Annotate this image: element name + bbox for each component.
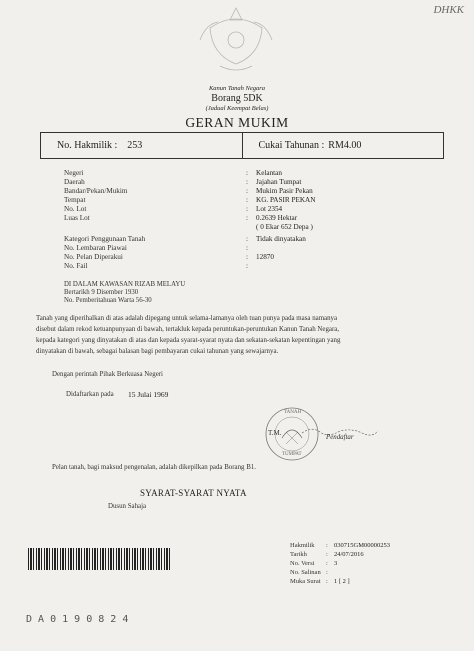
footer-label: Tarikh: [290, 551, 307, 558]
colon: :: [326, 560, 328, 567]
colon: :: [326, 542, 328, 549]
schedule-note: (Jadual Keempat Belas): [205, 105, 269, 112]
detail-label: Bandar/Pekan/Mukim: [64, 187, 128, 195]
registered-date: 15 Julai 1969: [128, 390, 169, 399]
signature-initials: T.M.: [268, 429, 282, 437]
reserve-title: DI DALAM KAWASAN RIZAB MELAYU: [64, 281, 186, 288]
colon: :: [246, 196, 248, 204]
colon: :: [246, 253, 248, 261]
registered-label: Didaftarkan pada: [66, 391, 114, 398]
registrar-title: Pendaftar: [326, 434, 354, 441]
detail-value: Jajahan Tumpat: [256, 178, 302, 186]
hakmilik-value: 253: [127, 140, 143, 151]
hakmilik-label: No. Hakmilik :: [57, 140, 118, 151]
colon: :: [326, 569, 328, 576]
detail-label: Kategori Penggunaan Tanah: [64, 235, 146, 243]
footer-label: Muka Surat: [290, 578, 321, 585]
colon: :: [246, 235, 248, 243]
footer-value: 3: [334, 560, 338, 567]
body-line: dinyatakan di bawah, sebagai balasan bagi pembayaran cukai tahunan yang sewajarnya.: [36, 348, 279, 355]
footer-value: 24/07/2016: [334, 551, 364, 558]
colon: :: [246, 262, 248, 270]
cukai-label: Cukai Tahunan :: [258, 140, 325, 151]
detail-value: Mukim Pasir Pekan: [256, 187, 313, 195]
detail-value: Kelantan: [256, 169, 282, 177]
barcode: [28, 548, 172, 570]
colon: :: [246, 214, 248, 222]
detail-label: No. Lot: [64, 205, 87, 213]
plan-note: Pelan tanah, bagi maksud pengenalan, adalah dikepilkan pada Borang B1.: [52, 464, 256, 471]
colon: :: [246, 187, 248, 195]
body-line: kepada kategori yang dinyatakan di atas dan kepada syarat-syarat nyata dan sekatan-sekatan kepentingan yang: [36, 337, 341, 344]
detail-value: 12870: [256, 253, 274, 261]
footer-value: 030715GM00000253: [334, 542, 390, 549]
body-line: disebut dalam rekod ketuanpunyaan di bawah, tertakluk kepada peruntukan-peruntukan Kanun Tanah Negara,: [36, 326, 340, 333]
act-name: Kanun Tanah Negara: [208, 85, 266, 92]
detail-label: Tempat: [64, 196, 86, 204]
page-title: GERAN MUKIM: [185, 115, 289, 130]
detail-label: No. Fail: [64, 262, 88, 270]
document-tag: DHKK: [433, 4, 464, 16]
footer-label: No. Versi: [290, 560, 315, 567]
detail-value: Lot 2354: [256, 205, 283, 213]
colon: :: [246, 169, 248, 177]
detail-label: Negeri: [64, 169, 84, 177]
footer-value: 1 [ 2 ]: [334, 578, 350, 585]
colon: :: [246, 244, 248, 252]
serial-number: D A 0 1 9 0 8 2 4: [26, 614, 129, 625]
title-info-box: [40, 132, 444, 159]
colon: :: [246, 178, 248, 186]
colon: :: [326, 551, 328, 558]
conditions-title: SYARAT-SYARAT NYATA: [140, 488, 247, 498]
order-statement: Dengan perintah Pihak Berkuasa Negeri: [52, 371, 163, 378]
form-number: Borang 5DK: [211, 93, 263, 104]
detail-label: Daerah: [64, 178, 85, 186]
detail-label: No. Lembaran Piawai: [64, 244, 127, 252]
detail-label: Luas Lot: [64, 214, 90, 222]
reserve-date: Bertarikh 9 Disember 1930: [64, 289, 139, 296]
colon: :: [246, 205, 248, 213]
colon: :: [326, 578, 328, 585]
footer-label: No. Salinan: [290, 569, 321, 576]
detail-value: ( 0 Ekar 652 Depa ): [256, 223, 313, 231]
footer-label: Hakmilik: [290, 542, 315, 549]
detail-value: 0.2639 Hektar: [256, 214, 298, 222]
hakmilik-cell: [41, 133, 242, 158]
reserve-gazette: No. Pemberitahuan Warta 56-30: [64, 297, 152, 304]
detail-value: KG. PASIR PEKAN: [256, 196, 316, 204]
conditions-text: Dusun Sahaja: [108, 503, 147, 510]
crest-emblem-icon: [190, 0, 282, 80]
detail-value: Tidak dinyatakan: [256, 235, 306, 243]
cukai-cell: [242, 133, 444, 158]
stamp-text-top: TANAH: [284, 410, 302, 415]
stamp-text-bottom: TUMPAT: [282, 452, 302, 457]
body-line: Tanah yang diperihalkan di atas adalah dipegang untuk selama-lamanya oleh tuan punya pada masa namanya: [36, 315, 338, 322]
detail-label: No. Pelan Diperakui: [64, 253, 123, 261]
cukai-value: RM4.00: [328, 140, 362, 151]
